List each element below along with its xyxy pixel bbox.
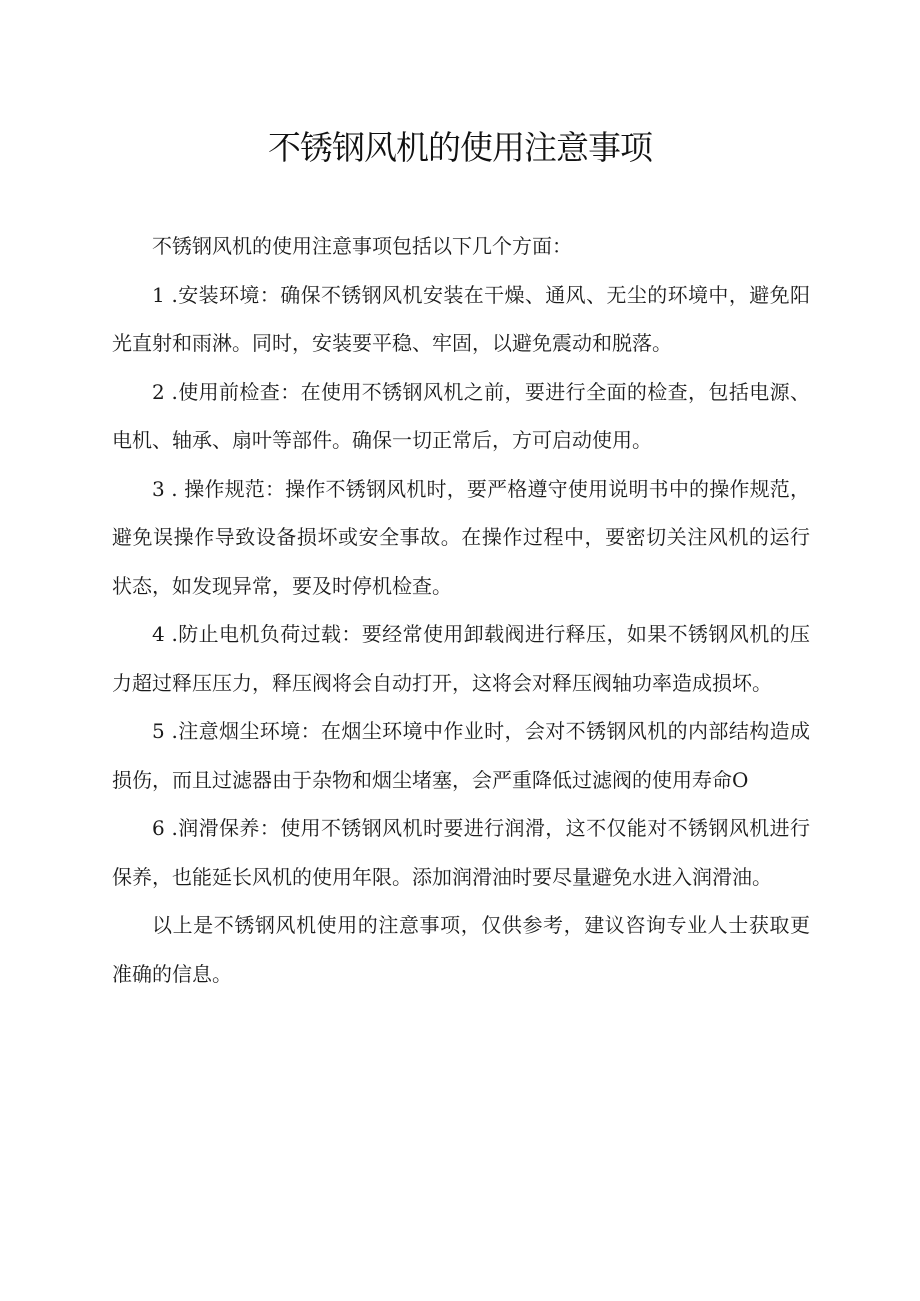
intro-paragraph: 不锈钢风机的使用注意事项包括以下几个方面： (152, 234, 572, 258)
item-text: .防止电机负荷过载：要经常使用卸载阀进行释压，如果不锈钢风机的压力超过释压压力，释压阀将会自动打开，这将会对释压阀轴功率造成损坏。 (112, 622, 810, 695)
list-item (112, 707, 810, 804)
item-text: .注意烟尘环境：在烟尘环境中作业时，会对不锈钢风机的内部结构造成损伤，而且过滤器由于杂物和烟尘堵塞，会严重降低过滤阀的使用寿命O (112, 719, 810, 792)
item-text: .使用前检查：在使用不锈钢风机之前，要进行全面的检查，包括电源、电机、轴承、扇叶等部件。确保一切正常后，方可启动使用。 (112, 379, 810, 452)
list-item (112, 271, 810, 368)
document-body (112, 222, 810, 998)
list-item (112, 368, 810, 465)
list-item (112, 804, 810, 901)
item-number: 2 (152, 379, 165, 404)
item-number: 1 (152, 282, 165, 307)
list-item (112, 610, 810, 707)
list-item (112, 465, 810, 611)
item-number: 6 (152, 816, 165, 840)
item-number: 5 (152, 719, 165, 743)
item-text: . 操作规范：操作不锈钢风机时，要严格遵守使用说明书中的操作规范，避免误操作导致设备损坏或安全事故。在操作过程中，要密切关注风机的运行状态，如发现异常，要及时停机检查。 (112, 476, 811, 598)
item-number: 4 (152, 622, 165, 646)
conclusion-paragraph: 以上是不锈钢风机使用的注意事项，仅供参考，建议咨询专业人士获取更准确的信息。 (112, 913, 810, 986)
document-title: 不锈钢风机的使用注意事项 (268, 128, 652, 167)
item-text: .安装环境：确保不锈钢风机安装在干燥、通风、无尘的环境中，避免阳光直射和雨淋。同时，安装要平稳、牢固，以避免震动和脱落。 (112, 282, 810, 355)
item-text: .润滑保养：使用不锈钢风机时要进行润滑，这不仅能对不锈钢风机进行保养，也能延长风机的使用年限。添加润滑油时要尽量避免水进入润滑油。 (112, 816, 810, 889)
item-number: 3 (152, 476, 165, 501)
